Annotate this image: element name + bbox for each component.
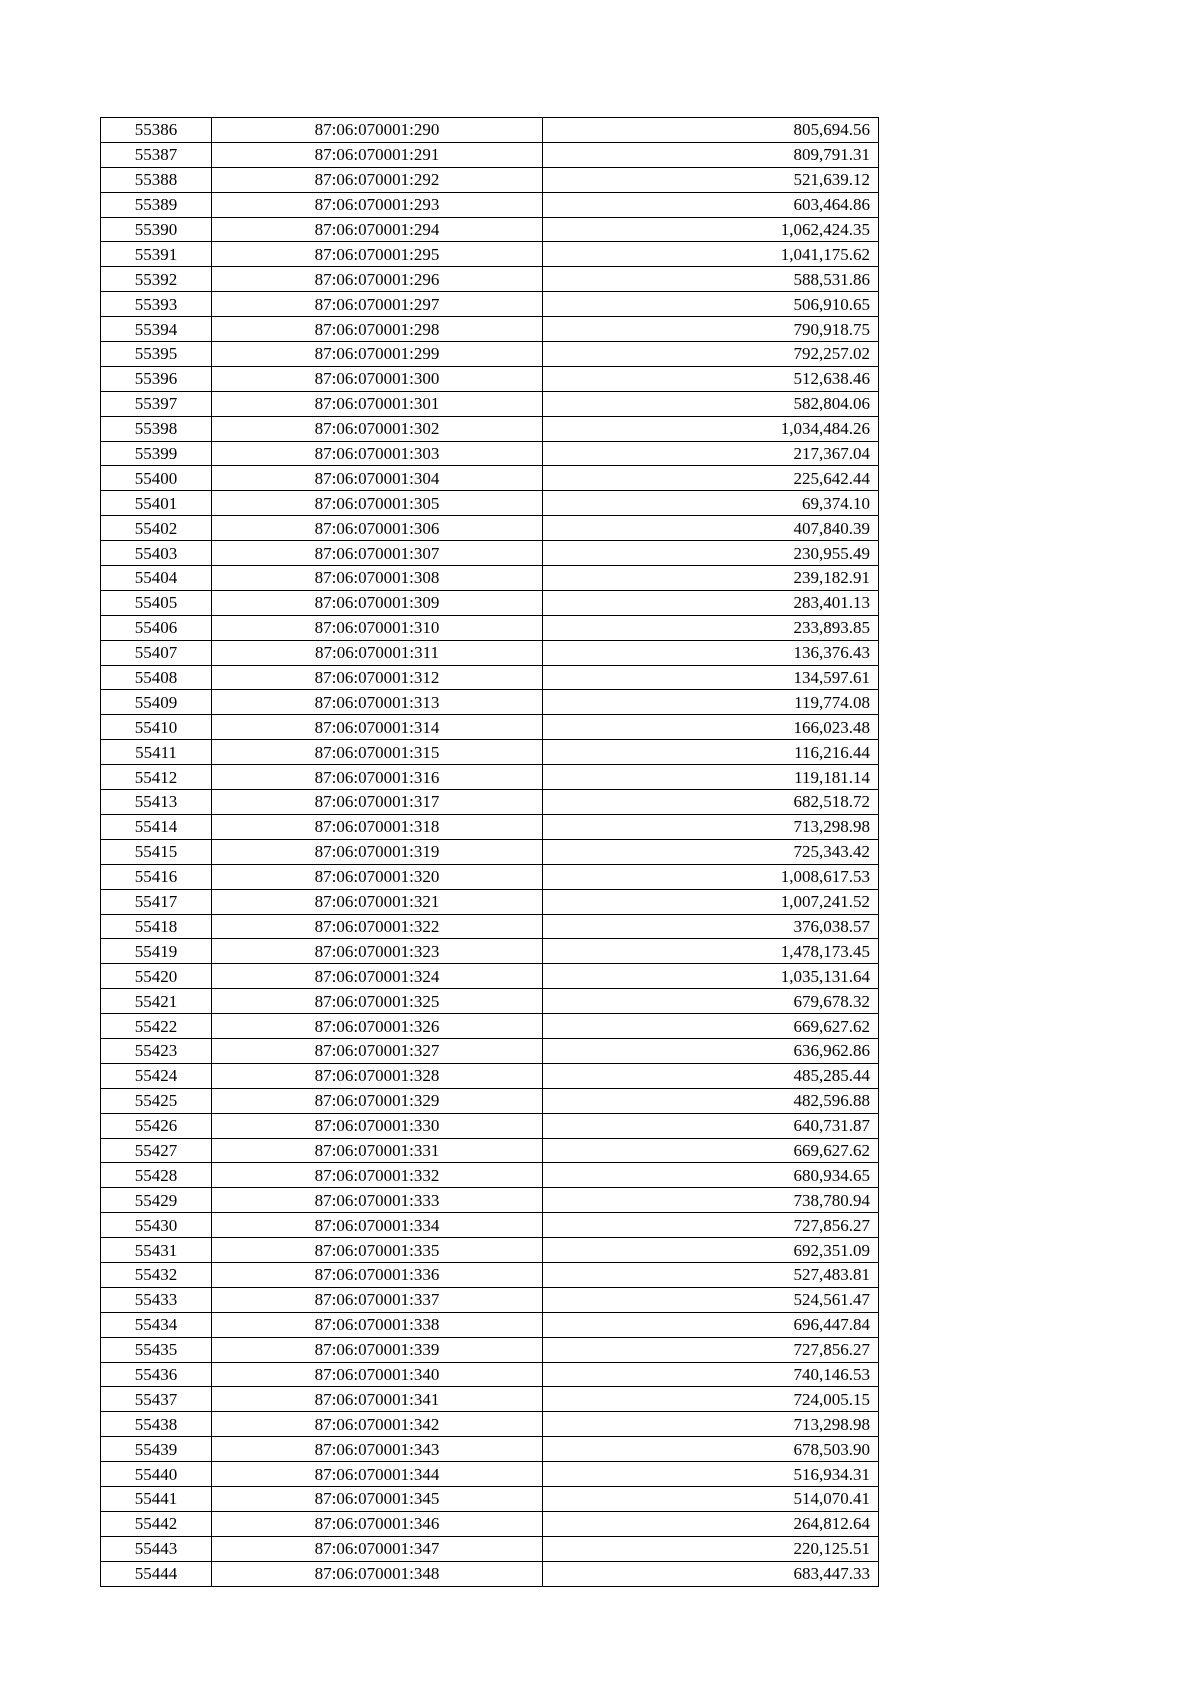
cadastral-number-cell: 87:06:070001:347 xyxy=(212,1536,543,1561)
value-cell: 230,955.49 xyxy=(543,541,879,566)
cadastral-number-cell: 87:06:070001:302 xyxy=(212,416,543,441)
value-cell: 239,182.91 xyxy=(543,566,879,591)
cadastral-number-cell: 87:06:070001:328 xyxy=(212,1063,543,1088)
value-cell: 514,070.41 xyxy=(543,1486,879,1511)
row-number-cell: 55403 xyxy=(101,541,212,566)
table-row xyxy=(101,1462,879,1487)
row-number-cell: 55425 xyxy=(101,1088,212,1113)
row-number-cell: 55397 xyxy=(101,391,212,416)
row-number-cell: 55434 xyxy=(101,1312,212,1337)
row-number-cell: 55433 xyxy=(101,1287,212,1312)
cadastral-number-cell: 87:06:070001:323 xyxy=(212,939,543,964)
table-row xyxy=(101,441,879,466)
value-cell: 524,561.47 xyxy=(543,1287,879,1312)
cadastral-number-cell: 87:06:070001:291 xyxy=(212,142,543,167)
row-number-cell: 55420 xyxy=(101,964,212,989)
value-cell: 713,298.98 xyxy=(543,814,879,839)
value-cell: 134,597.61 xyxy=(543,665,879,690)
table-row xyxy=(101,839,879,864)
row-number-cell: 55414 xyxy=(101,814,212,839)
value-cell: 376,038.57 xyxy=(543,914,879,939)
table-row xyxy=(101,142,879,167)
cadastral-number-cell: 87:06:070001:304 xyxy=(212,466,543,491)
value-cell: 805,694.56 xyxy=(543,118,879,143)
table-row xyxy=(101,814,879,839)
row-number-cell: 55389 xyxy=(101,192,212,217)
value-cell: 485,285.44 xyxy=(543,1063,879,1088)
row-number-cell: 55417 xyxy=(101,889,212,914)
value-cell: 116,216.44 xyxy=(543,740,879,765)
table-row xyxy=(101,292,879,317)
cadastral-number-cell: 87:06:070001:318 xyxy=(212,814,543,839)
row-number-cell: 55437 xyxy=(101,1387,212,1412)
row-number-cell: 55408 xyxy=(101,665,212,690)
table-row xyxy=(101,1262,879,1287)
row-number-cell: 55392 xyxy=(101,267,212,292)
value-cell: 738,780.94 xyxy=(543,1188,879,1213)
row-number-cell: 55396 xyxy=(101,366,212,391)
value-cell: 582,804.06 xyxy=(543,391,879,416)
row-number-cell: 55444 xyxy=(101,1561,212,1586)
table-row xyxy=(101,939,879,964)
table-row xyxy=(101,1536,879,1561)
cadastral-number-cell: 87:06:070001:319 xyxy=(212,839,543,864)
row-number-cell: 55435 xyxy=(101,1337,212,1362)
value-cell: 636,962.86 xyxy=(543,1038,879,1063)
row-number-cell: 55395 xyxy=(101,342,212,367)
value-cell: 506,910.65 xyxy=(543,292,879,317)
cadastral-number-cell: 87:06:070001:301 xyxy=(212,391,543,416)
table-row xyxy=(101,964,879,989)
value-cell: 136,376.43 xyxy=(543,640,879,665)
cadastral-number-cell: 87:06:070001:303 xyxy=(212,441,543,466)
row-number-cell: 55438 xyxy=(101,1412,212,1437)
table-row xyxy=(101,491,879,516)
table-row xyxy=(101,640,879,665)
value-cell: 792,257.02 xyxy=(543,342,879,367)
table-row xyxy=(101,1412,879,1437)
cadastral-number-cell: 87:06:070001:294 xyxy=(212,217,543,242)
value-cell: 588,531.86 xyxy=(543,267,879,292)
cadastral-number-cell: 87:06:070001:309 xyxy=(212,590,543,615)
cadastral-number-cell: 87:06:070001:320 xyxy=(212,864,543,889)
table-row xyxy=(101,217,879,242)
row-number-cell: 55388 xyxy=(101,167,212,192)
table-row xyxy=(101,715,879,740)
value-cell: 217,367.04 xyxy=(543,441,879,466)
table-row xyxy=(101,1362,879,1387)
value-cell: 119,181.14 xyxy=(543,765,879,790)
cadastral-number-cell: 87:06:070001:331 xyxy=(212,1138,543,1163)
cadastral-number-cell: 87:06:070001:314 xyxy=(212,715,543,740)
value-cell: 1,007,241.52 xyxy=(543,889,879,914)
row-number-cell: 55429 xyxy=(101,1188,212,1213)
table-row xyxy=(101,665,879,690)
table-body xyxy=(101,118,879,1587)
cadastral-number-cell: 87:06:070001:327 xyxy=(212,1038,543,1063)
table-row xyxy=(101,989,879,1014)
row-number-cell: 55416 xyxy=(101,864,212,889)
table-row xyxy=(101,566,879,591)
cadastral-number-cell: 87:06:070001:290 xyxy=(212,118,543,143)
value-cell: 482,596.88 xyxy=(543,1088,879,1113)
cadastral-number-cell: 87:06:070001:298 xyxy=(212,317,543,342)
row-number-cell: 55439 xyxy=(101,1437,212,1462)
row-number-cell: 55411 xyxy=(101,740,212,765)
value-cell: 1,008,617.53 xyxy=(543,864,879,889)
row-number-cell: 55407 xyxy=(101,640,212,665)
cadastral-number-cell: 87:06:070001:296 xyxy=(212,267,543,292)
value-cell: 725,343.42 xyxy=(543,839,879,864)
cadastral-number-cell: 87:06:070001:311 xyxy=(212,640,543,665)
cadastral-number-cell: 87:06:070001:324 xyxy=(212,964,543,989)
table-row xyxy=(101,914,879,939)
cadastral-number-cell: 87:06:070001:346 xyxy=(212,1511,543,1536)
table-row xyxy=(101,590,879,615)
table-row xyxy=(101,366,879,391)
table-row xyxy=(101,864,879,889)
cadastral-number-cell: 87:06:070001:339 xyxy=(212,1337,543,1362)
table-row xyxy=(101,690,879,715)
cadastral-number-cell: 87:06:070001:292 xyxy=(212,167,543,192)
table-row xyxy=(101,1238,879,1263)
row-number-cell: 55418 xyxy=(101,914,212,939)
value-cell: 166,023.48 xyxy=(543,715,879,740)
value-cell: 407,840.39 xyxy=(543,516,879,541)
cadastral-number-cell: 87:06:070001:338 xyxy=(212,1312,543,1337)
cadastral-number-cell: 87:06:070001:336 xyxy=(212,1262,543,1287)
value-cell: 809,791.31 xyxy=(543,142,879,167)
cadastral-number-cell: 87:06:070001:340 xyxy=(212,1362,543,1387)
table-row xyxy=(101,1511,879,1536)
table-row xyxy=(101,1014,879,1039)
table-row xyxy=(101,1038,879,1063)
value-cell: 119,774.08 xyxy=(543,690,879,715)
row-number-cell: 55401 xyxy=(101,491,212,516)
value-cell: 1,478,173.45 xyxy=(543,939,879,964)
cadastral-number-cell: 87:06:070001:326 xyxy=(212,1014,543,1039)
cadastral-number-cell: 87:06:070001:321 xyxy=(212,889,543,914)
cadastral-number-cell: 87:06:070001:344 xyxy=(212,1462,543,1487)
row-number-cell: 55405 xyxy=(101,590,212,615)
row-number-cell: 55400 xyxy=(101,466,212,491)
value-cell: 683,447.33 xyxy=(543,1561,879,1586)
table-row xyxy=(101,615,879,640)
value-cell: 669,627.62 xyxy=(543,1138,879,1163)
value-cell: 1,062,424.35 xyxy=(543,217,879,242)
value-cell: 678,503.90 xyxy=(543,1437,879,1462)
row-number-cell: 55432 xyxy=(101,1262,212,1287)
value-cell: 527,483.81 xyxy=(543,1262,879,1287)
value-cell: 69,374.10 xyxy=(543,491,879,516)
table-row xyxy=(101,1312,879,1337)
table-row xyxy=(101,765,879,790)
data-table xyxy=(100,117,879,1587)
value-cell: 1,041,175.62 xyxy=(543,242,879,267)
value-cell: 713,298.98 xyxy=(543,1412,879,1437)
table-row xyxy=(101,541,879,566)
row-number-cell: 55406 xyxy=(101,615,212,640)
row-number-cell: 55443 xyxy=(101,1536,212,1561)
cadastral-number-cell: 87:06:070001:312 xyxy=(212,665,543,690)
table-row xyxy=(101,267,879,292)
row-number-cell: 55410 xyxy=(101,715,212,740)
value-cell: 512,638.46 xyxy=(543,366,879,391)
value-cell: 1,035,131.64 xyxy=(543,964,879,989)
cadastral-number-cell: 87:06:070001:306 xyxy=(212,516,543,541)
value-cell: 516,934.31 xyxy=(543,1462,879,1487)
cadastral-number-cell: 87:06:070001:345 xyxy=(212,1486,543,1511)
value-cell: 640,731.87 xyxy=(543,1113,879,1138)
value-cell: 603,464.86 xyxy=(543,192,879,217)
cadastral-number-cell: 87:06:070001:308 xyxy=(212,566,543,591)
table-row xyxy=(101,1486,879,1511)
table-row xyxy=(101,242,879,267)
row-number-cell: 55409 xyxy=(101,690,212,715)
row-number-cell: 55423 xyxy=(101,1038,212,1063)
cadastral-number-cell: 87:06:070001:329 xyxy=(212,1088,543,1113)
cadastral-number-cell: 87:06:070001:335 xyxy=(212,1238,543,1263)
value-cell: 682,518.72 xyxy=(543,790,879,815)
table-row xyxy=(101,516,879,541)
cadastral-number-cell: 87:06:070001:299 xyxy=(212,342,543,367)
row-number-cell: 55440 xyxy=(101,1462,212,1487)
row-number-cell: 55415 xyxy=(101,839,212,864)
row-number-cell: 55412 xyxy=(101,765,212,790)
cadastral-number-cell: 87:06:070001:307 xyxy=(212,541,543,566)
value-cell: 727,856.27 xyxy=(543,1337,879,1362)
row-number-cell: 55430 xyxy=(101,1213,212,1238)
cadastral-number-cell: 87:06:070001:305 xyxy=(212,491,543,516)
value-cell: 225,642.44 xyxy=(543,466,879,491)
value-cell: 724,005.15 xyxy=(543,1387,879,1412)
table-row xyxy=(101,1113,879,1138)
cadastral-number-cell: 87:06:070001:316 xyxy=(212,765,543,790)
table-row xyxy=(101,1561,879,1586)
table-row xyxy=(101,466,879,491)
row-number-cell: 55431 xyxy=(101,1238,212,1263)
row-number-cell: 55427 xyxy=(101,1138,212,1163)
row-number-cell: 55394 xyxy=(101,317,212,342)
table-row xyxy=(101,391,879,416)
value-cell: 283,401.13 xyxy=(543,590,879,615)
value-cell: 233,893.85 xyxy=(543,615,879,640)
cadastral-number-cell: 87:06:070001:313 xyxy=(212,690,543,715)
cadastral-number-cell: 87:06:070001:293 xyxy=(212,192,543,217)
cadastral-number-cell: 87:06:070001:333 xyxy=(212,1188,543,1213)
row-number-cell: 55387 xyxy=(101,142,212,167)
row-number-cell: 55424 xyxy=(101,1063,212,1088)
row-number-cell: 55393 xyxy=(101,292,212,317)
table-row xyxy=(101,1088,879,1113)
table-row xyxy=(101,790,879,815)
row-number-cell: 55386 xyxy=(101,118,212,143)
value-cell: 740,146.53 xyxy=(543,1362,879,1387)
cadastral-number-cell: 87:06:070001:337 xyxy=(212,1287,543,1312)
cadastral-number-cell: 87:06:070001:295 xyxy=(212,242,543,267)
row-number-cell: 55390 xyxy=(101,217,212,242)
row-number-cell: 55426 xyxy=(101,1113,212,1138)
value-cell: 220,125.51 xyxy=(543,1536,879,1561)
row-number-cell: 55442 xyxy=(101,1511,212,1536)
cadastral-number-cell: 87:06:070001:330 xyxy=(212,1113,543,1138)
table-row xyxy=(101,1213,879,1238)
table-row xyxy=(101,1063,879,1088)
value-cell: 692,351.09 xyxy=(543,1238,879,1263)
cadastral-number-cell: 87:06:070001:317 xyxy=(212,790,543,815)
cadastral-number-cell: 87:06:070001:297 xyxy=(212,292,543,317)
row-number-cell: 55428 xyxy=(101,1163,212,1188)
table-row xyxy=(101,1437,879,1462)
row-number-cell: 55441 xyxy=(101,1486,212,1511)
value-cell: 669,627.62 xyxy=(543,1014,879,1039)
cadastral-number-cell: 87:06:070001:342 xyxy=(212,1412,543,1437)
table-row xyxy=(101,192,879,217)
table-row xyxy=(101,1337,879,1362)
table-row xyxy=(101,740,879,765)
cadastral-number-cell: 87:06:070001:325 xyxy=(212,989,543,1014)
row-number-cell: 55421 xyxy=(101,989,212,1014)
cadastral-number-cell: 87:06:070001:332 xyxy=(212,1163,543,1188)
table-row xyxy=(101,1138,879,1163)
cadastral-number-cell: 87:06:070001:300 xyxy=(212,366,543,391)
row-number-cell: 55391 xyxy=(101,242,212,267)
table-row xyxy=(101,416,879,441)
row-number-cell: 55413 xyxy=(101,790,212,815)
value-cell: 679,678.32 xyxy=(543,989,879,1014)
table-row xyxy=(101,317,879,342)
table-row xyxy=(101,1188,879,1213)
row-number-cell: 55398 xyxy=(101,416,212,441)
table-row xyxy=(101,889,879,914)
cadastral-number-cell: 87:06:070001:334 xyxy=(212,1213,543,1238)
cadastral-number-cell: 87:06:070001:315 xyxy=(212,740,543,765)
row-number-cell: 55419 xyxy=(101,939,212,964)
value-cell: 1,034,484.26 xyxy=(543,416,879,441)
value-cell: 521,639.12 xyxy=(543,167,879,192)
cadastral-number-cell: 87:06:070001:322 xyxy=(212,914,543,939)
row-number-cell: 55422 xyxy=(101,1014,212,1039)
cadastral-number-cell: 87:06:070001:310 xyxy=(212,615,543,640)
cadastral-number-cell: 87:06:070001:348 xyxy=(212,1561,543,1586)
table-row xyxy=(101,1287,879,1312)
value-cell: 790,918.75 xyxy=(543,317,879,342)
table-row xyxy=(101,342,879,367)
table-row xyxy=(101,167,879,192)
table-row xyxy=(101,1387,879,1412)
row-number-cell: 55399 xyxy=(101,441,212,466)
cadastral-number-cell: 87:06:070001:341 xyxy=(212,1387,543,1412)
table-row xyxy=(101,1163,879,1188)
value-cell: 264,812.64 xyxy=(543,1511,879,1536)
value-cell: 680,934.65 xyxy=(543,1163,879,1188)
row-number-cell: 55436 xyxy=(101,1362,212,1387)
value-cell: 727,856.27 xyxy=(543,1213,879,1238)
cadastral-number-cell: 87:06:070001:343 xyxy=(212,1437,543,1462)
table-row xyxy=(101,118,879,143)
row-number-cell: 55404 xyxy=(101,566,212,591)
row-number-cell: 55402 xyxy=(101,516,212,541)
value-cell: 696,447.84 xyxy=(543,1312,879,1337)
